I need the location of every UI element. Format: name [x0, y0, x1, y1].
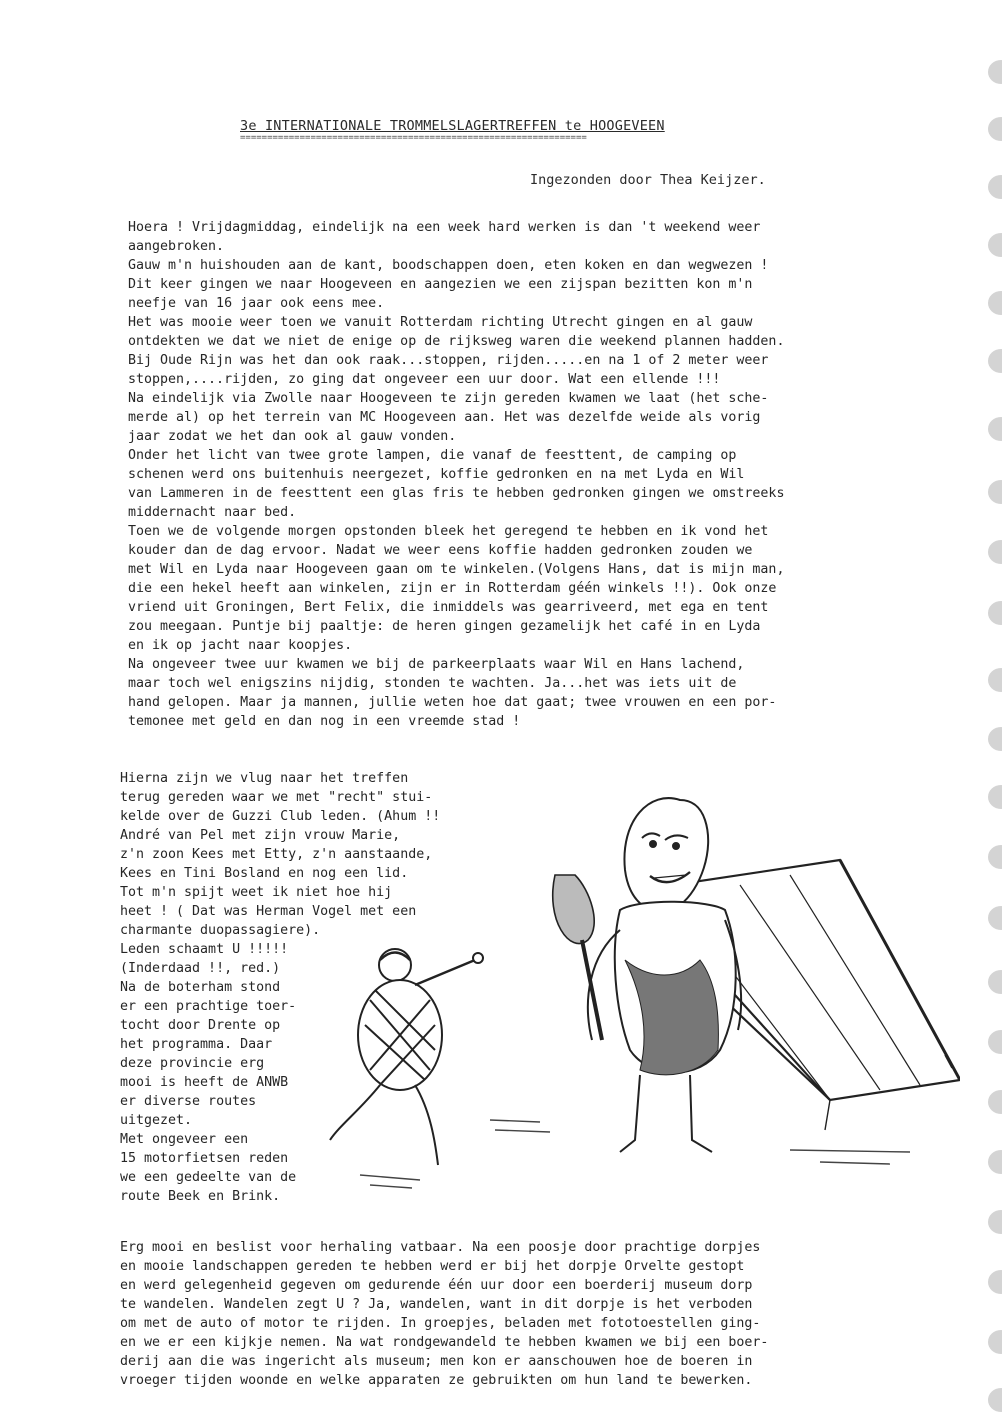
- text-line: vroeger tijden woonde en welke apparaten ze gebruikten om hun land te bewerken.: [120, 1373, 753, 1388]
- text-line: temonee met geld en dan nog in een vreemde stad !: [128, 714, 521, 729]
- text-line: kouder dan de dag ervoor. Nadat we weer eens koffie hadden gedronken zouden we: [128, 543, 753, 558]
- text-line: stoppen,....rijden, zo ging dat ongeveer een uur door. Wat een ellende !!!: [128, 372, 721, 387]
- title-double-underline: ================================================================: [240, 134, 587, 142]
- text-line: aangebroken.: [128, 239, 225, 254]
- text-line: Tot m'n spijt weet ik niet hoe hij: [120, 885, 393, 900]
- text-line: tocht door Drente op: [120, 1018, 281, 1033]
- text-line: middernacht naar bed.: [128, 505, 297, 520]
- text-line: charmante duopassagiere).: [120, 923, 321, 938]
- punch-hole: [988, 1270, 1002, 1294]
- text-line: en ik op jacht naar koopjes.: [128, 638, 353, 653]
- text-line: terug gereden waar we met "recht" stui-: [120, 790, 433, 805]
- punch-hole: [988, 175, 1002, 199]
- page-title: 3e INTERNATIONALE TROMMELSLAGERTREFFEN te HOOGEVEEN: [240, 118, 665, 134]
- text-line: het programma. Daar: [120, 1037, 273, 1052]
- punch-hole: [988, 1388, 1002, 1412]
- punch-hole: [988, 417, 1002, 441]
- text-line: zou meegaan. Puntje bij paaltje: de heren gingen gezamelijk het café in en Lyda: [128, 619, 761, 634]
- text-line: hand gelopen. Maar ja mannen, jullie weten hoe dat gaat; twee vrouwen en een por-: [128, 695, 777, 710]
- caveman-figure: [553, 798, 741, 1152]
- text-line: Na ongeveer twee uur kwamen we bij de parkeerplaats waar Wil en Hans lachend,: [128, 657, 745, 672]
- punch-hole: [988, 540, 1002, 564]
- text-line: er een prachtige toer-: [120, 999, 297, 1014]
- punch-hole: [988, 1330, 1002, 1354]
- punch-hole: [988, 1210, 1002, 1234]
- punch-hole: [988, 1090, 1002, 1114]
- text-line: mooi is heeft de ANWB: [120, 1075, 289, 1090]
- text-line: heet ! ( Dat was Herman Vogel met een: [120, 904, 417, 919]
- cartoon-illustration: [320, 780, 960, 1230]
- text-line: schenen werd ons buitenhuis neergezet, koffie gedronken en na met Lyda en Wil: [128, 467, 745, 482]
- text-line: Na eindelijk via Zwolle naar Hoogeveen te zijn gereden kwamen we laat (het sche-: [128, 391, 769, 406]
- text-line: Erg mooi en beslist voor herhaling vatbaar. Na een poosje door prachtige dorpjes: [120, 1240, 761, 1255]
- text-line: Dit keer gingen we naar Hoogeveen en aangezien we een zijspan bezitten kon m'n: [128, 277, 753, 292]
- text-line: Leden schaamt U !!!!!: [120, 942, 289, 957]
- intro-paragraphs: [128, 218, 784, 731]
- text-line: Het was mooie weer toen we vanuit Rotterdam richting Utrecht gingen en al gauw: [128, 315, 753, 330]
- punch-hole: [988, 785, 1002, 809]
- text-line: Onder het licht van twee grote lampen, die vanaf de feesttent, de camping op: [128, 448, 737, 463]
- punch-hole: [988, 601, 1002, 625]
- text-line: Na de boterham stond: [120, 980, 281, 995]
- punch-hole: [988, 845, 1002, 869]
- closing-paragraph: [120, 1238, 768, 1390]
- punch-hole: [988, 727, 1002, 751]
- text-line: deze provincie erg: [120, 1056, 265, 1071]
- text-line: vriend uit Groningen, Bert Felix, die inmiddels was gearriveerd, met ega en tent: [128, 600, 769, 615]
- text-line: maar toch wel enigszins nijdig, stonden te wachten. Ja...het was iets uit de: [128, 676, 737, 691]
- text-line: André van Pel met zijn vrouw Marie,: [120, 828, 401, 843]
- punch-hole: [988, 668, 1002, 692]
- punch-hole: [988, 906, 1002, 930]
- text-line: ontdekten we dat we niet de enige op de rijksweg waren die weekend plannen hadden.: [128, 334, 785, 349]
- text-line: en mooie landschappen gereden te hebben werd er bij het dorpje Orvelte gestopt: [120, 1259, 745, 1274]
- text-line: kelde over de Guzzi Club leden. (Ahum !!: [120, 809, 441, 824]
- text-line: Bij Oude Rijn was het dan ook raak...stoppen, rijden.....en na 1 of 2 meter weer: [128, 353, 769, 368]
- punch-hole: [988, 291, 1002, 315]
- punch-hole: [988, 233, 1002, 257]
- text-line: om met de auto of motor te rijden. In groepjes, beladen met fototoestellen ging-: [120, 1316, 761, 1331]
- text-line: er diverse routes: [120, 1094, 257, 1109]
- title-block: [240, 118, 760, 142]
- text-line: derij aan die was ingericht als museum; men kon er aanschouwen hoe de boeren in: [120, 1354, 753, 1369]
- byline: Ingezonden door Thea Keijzer.: [530, 172, 766, 188]
- text-line: Kees en Tini Bosland en nog een lid.: [120, 866, 409, 881]
- text-line: 15 motorfietsen reden: [120, 1151, 289, 1166]
- punch-hole: [988, 1030, 1002, 1054]
- text-line: Gauw m'n huishouden aan de kant, boodschappen doen, eten koken en dan wegwezen !: [128, 258, 769, 273]
- punch-hole: [988, 117, 1002, 141]
- text-line: Met ongeveer een: [120, 1132, 249, 1147]
- text-line: Hoera ! Vrijdagmiddag, eindelijk na een week hard werken is dan 't weekend weer: [128, 220, 761, 235]
- text-line: (Inderdaad !!, red.): [120, 961, 281, 976]
- text-line: Toen we de volgende morgen opstonden bleek het geregend te hebben en ik vond het: [128, 524, 769, 539]
- text-line: merde al) op het terrein van MC Hoogeveen aan. Het was dezelfde weide als vorig: [128, 410, 761, 425]
- text-line: Hierna zijn we vlug naar het treffen: [120, 771, 409, 786]
- punch-hole: [988, 1150, 1002, 1174]
- text-line: te wandelen. Wandelen zegt U ? Ja, wandelen, want in dit dorpje is het verboden: [120, 1297, 753, 1312]
- punch-hole: [988, 480, 1002, 504]
- text-line: die een hekel heeft aan winkelen, zijn er in Rotterdam géén winkels !!). Ook onze: [128, 581, 777, 596]
- text-line: uitgezet.: [120, 1113, 193, 1128]
- punch-hole: [988, 349, 1002, 373]
- punch-hole: [988, 970, 1002, 994]
- text-line: van Lammeren in de feesttent een glas fris te hebben gedronken gingen we omstreeks: [128, 486, 785, 501]
- text-line: met Wil en Lyda naar Hoogeveen gaan om te winkelen.(Volgens Hans, dat is mijn man,: [128, 562, 785, 577]
- text-line: neefje van 16 jaar ook eens mee.: [128, 296, 385, 311]
- text-line: en we er een kijkje nemen. Na wat rondgewandeld te hebben kwamen we bij een boer-: [120, 1335, 769, 1350]
- drummer-figure: [330, 949, 483, 1165]
- text-line: route Beek en Brink.: [120, 1189, 281, 1204]
- text-line: jaar zodat we het dan ook al gauw vonden.: [128, 429, 457, 444]
- punch-hole: [988, 60, 1002, 84]
- text-line: z'n zoon Kees met Etty, z'n aanstaande,: [120, 847, 433, 862]
- text-line: we een gedeelte van de: [120, 1170, 297, 1185]
- text-line: en werd gelegenheid gegeven om gedurende één uur door een boerderij museum dorp: [120, 1278, 753, 1293]
